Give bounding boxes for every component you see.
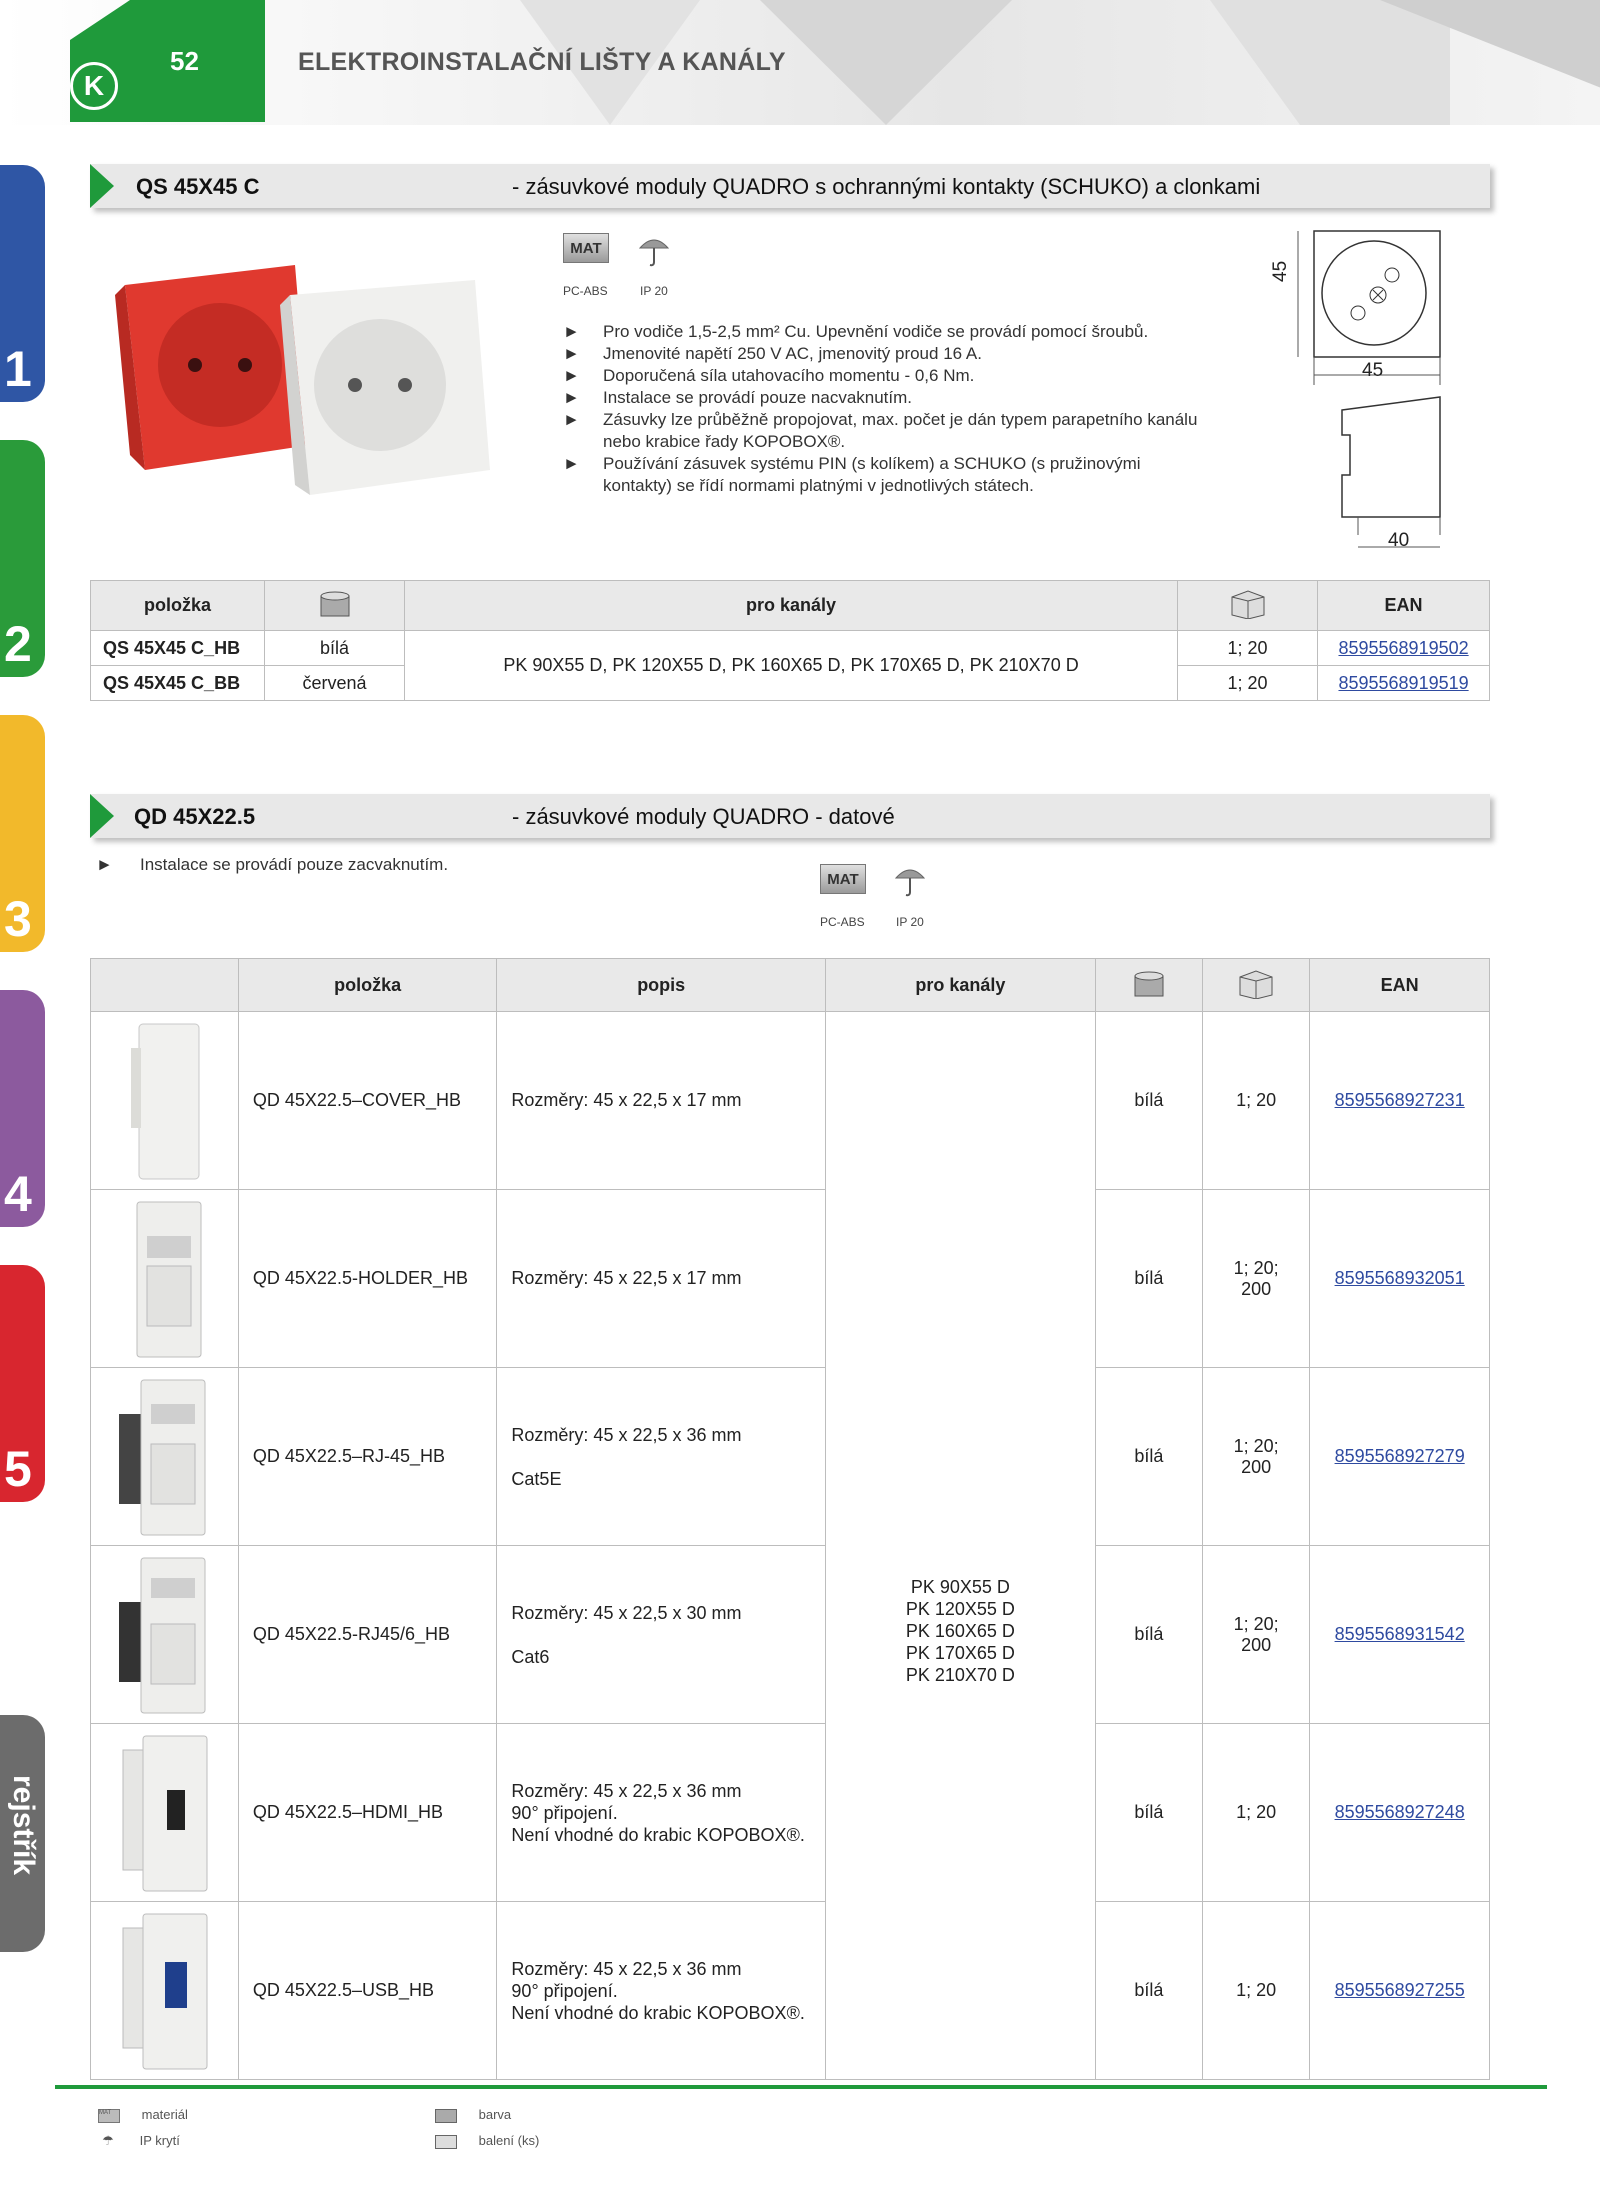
ean-link[interactable]: 8595568927255 <box>1334 1980 1465 2000</box>
cell-desc: Rozměry: 45 x 22,5 x 36 mm 90° připojení. Není vhodné do krabic KOPOBOX®. <box>497 1902 826 2080</box>
rj45-module-image <box>109 1374 219 1539</box>
side-tab-2[interactable]: 2 <box>0 440 45 677</box>
bullet-item: ► Doporučená síla utahovacího momentu - 0,6 Nm. <box>563 366 975 385</box>
table-row <box>91 1190 1490 1368</box>
legend-pack: balení (ks) <box>435 2133 539 2149</box>
bullet-item: ► Jmenovité napětí 250 V AC, jmenovitý proud 16 A. <box>563 344 982 363</box>
section2-note: ► Instalace se provádí pouze zacvaknutím. <box>96 855 449 874</box>
cell-item: QS 45X45 C_BB <box>91 666 265 701</box>
ean-link[interactable]: 8595568927279 <box>1334 1446 1465 1466</box>
cell-item: QS 45X45 C_HB <box>91 631 265 666</box>
section1-code: QS 45X45 C <box>136 174 260 199</box>
rj45-cat6-module-image <box>109 1552 219 1717</box>
ip-umbrella-icon <box>893 858 927 898</box>
legend-ip: ☂ IP krytí <box>98 2133 180 2149</box>
cell-pack: 1; 20; 200 <box>1203 1368 1310 1546</box>
box-icon <box>435 2135 457 2149</box>
cell-desc: Rozměry: 45 x 22,5 x 36 mm Cat5E <box>497 1368 826 1546</box>
table-row <box>91 1368 1490 1546</box>
cell-color: bílá <box>1095 1902 1202 2080</box>
bullet-item: ► Instalace se provádí pouze nacvaknutím. <box>563 388 913 407</box>
header-ean: EAN <box>1318 581 1490 631</box>
holder-module-image <box>119 1196 209 1361</box>
cell-image <box>91 1368 239 1546</box>
cell-item: QD 45X22.5–COVER_HB <box>238 1012 497 1190</box>
cell-color: bílá <box>1095 1012 1202 1190</box>
table-row <box>91 631 1490 666</box>
cell-desc: Rozměry: 45 x 22,5 x 30 mm Cat6 <box>497 1546 826 1724</box>
ean-link[interactable]: 8595568919519 <box>1338 672 1469 693</box>
cell-channels: PK 90X55 D, PK 120X55 D, PK 160X65 D, PK 170X65 D, PK 210X70 D <box>405 631 1178 701</box>
table-row <box>91 1546 1490 1724</box>
header-pack-icon <box>1203 959 1310 1012</box>
socket-module-image <box>115 255 500 505</box>
header-ean: EAN <box>1310 959 1490 1012</box>
header-color-icon <box>1095 959 1202 1012</box>
cell-image <box>91 1724 239 1902</box>
cell-image <box>91 1902 239 2080</box>
header-channels: pro kanály <box>825 959 1095 1012</box>
paint-can-icon <box>435 2109 457 2123</box>
header-item: položka <box>91 581 265 631</box>
cell-pack: 1; 20 <box>1177 631 1317 666</box>
ean-link[interactable]: 8595568931542 <box>1334 1624 1465 1644</box>
ip-umbrella-icon <box>637 228 671 268</box>
cell-channels: PK 90X55 D PK 120X55 D PK 160X65 D PK 170X65 D PK 210X70 D <box>825 1012 1095 2080</box>
bullet-item: ► Pro vodiče 1,5-2,5 mm² Cu. Upevnění vodiče se provádí pomocí šroubů. <box>563 322 1149 341</box>
cell-color: bílá <box>1095 1724 1202 1902</box>
side-tab-5[interactable]: 5 <box>0 1265 45 1502</box>
section2-description: - zásuvkové moduly QUADRO - datové <box>512 804 895 829</box>
dimension-height: 45 <box>1270 260 1291 282</box>
section2-table <box>90 958 1490 2080</box>
cover-module-image <box>119 1018 209 1183</box>
cell-color: červená <box>264 666 404 701</box>
cell-desc: Rozměry: 45 x 22,5 x 17 mm <box>497 1012 826 1190</box>
footer-divider <box>55 2085 1547 2089</box>
material-label: PC-ABS <box>820 915 865 929</box>
section1-table <box>90 580 1490 701</box>
ean-link[interactable]: 8595568919502 <box>1338 637 1469 658</box>
cell-image <box>91 1546 239 1724</box>
company-logo: K <box>70 62 118 110</box>
header-channels: pro kanály <box>405 581 1178 631</box>
section1-bullets <box>563 321 1213 497</box>
usb-module-image <box>109 1908 219 2073</box>
ean-link[interactable]: 8595568927231 <box>1334 1090 1465 1110</box>
cell-pack: 1; 20 <box>1203 1902 1310 2080</box>
ip-label: IP 20 <box>896 915 924 929</box>
cell-color: bílá <box>1095 1190 1202 1368</box>
ean-link[interactable]: 8595568932051 <box>1334 1268 1465 1288</box>
legend-material: MAT materiál <box>99 2107 188 2122</box>
header-item: položka <box>238 959 497 1012</box>
cell-item: QD 45X22.5-RJ45/6_HB <box>238 1546 497 1724</box>
side-tab-4[interactable]: 4 <box>0 990 45 1227</box>
cell-pack: 1; 20; 200 <box>1203 1190 1310 1368</box>
cell-item: QD 45X22.5–RJ-45_HB <box>238 1368 497 1546</box>
cell-pack: 1; 20; 200 <box>1203 1546 1310 1724</box>
table-row <box>91 1012 1490 1190</box>
hdmi-module-image <box>109 1730 219 1895</box>
table-row <box>91 1724 1490 1902</box>
cell-pack: 1; 20 <box>1203 1724 1310 1902</box>
dimension-width: 45 <box>1362 360 1384 381</box>
cell-color: bílá <box>1095 1546 1202 1724</box>
ean-link[interactable]: 8595568927248 <box>1334 1802 1465 1822</box>
cell-color: bílá <box>264 631 404 666</box>
page-title: ELEKTROINSTALAČNÍ LIŠTY A KANÁLY <box>298 48 786 76</box>
legend-color: barva <box>435 2107 511 2123</box>
side-tab-index[interactable]: rejstřík <box>0 1715 45 1952</box>
section1-description: - zásuvkové moduly QUADRO s ochrannými kontakty (SCHUKO) a clonkami <box>512 174 1261 199</box>
material-icon: MAT <box>820 864 866 894</box>
side-tab-3[interactable]: 3 <box>0 715 45 952</box>
material-icon: MAT <box>563 233 609 263</box>
table-row <box>91 1902 1490 2080</box>
header-pack-icon <box>1177 581 1317 631</box>
side-tab-1[interactable]: 1 <box>0 165 45 402</box>
header-color-icon <box>264 581 404 631</box>
cell-pack: 1; 20 <box>1177 666 1317 701</box>
header-image <box>91 959 239 1012</box>
cell-pack: 1; 20 <box>1203 1012 1310 1190</box>
bullet-item: ► Používání zásuvek systému PIN (s kolíkem) a SCHUKO (s pružinovými kontakty) se řídí normami platnými v jednotlivých státech. <box>563 454 1141 495</box>
cell-item: QD 45X22.5–USB_HB <box>238 1902 497 2080</box>
cell-item: QD 45X22.5–HDMI_HB <box>238 1724 497 1902</box>
cell-image <box>91 1012 239 1190</box>
dimension-depth: 40 <box>1388 530 1410 551</box>
material-icon: MAT <box>98 2109 120 2123</box>
section2-code: QD 45X22.5 <box>134 804 256 829</box>
page-number: 52 <box>170 46 199 76</box>
cell-desc: Rozměry: 45 x 22,5 x 36 mm 90° připojení. Není vhodné do krabic KOPOBOX®. <box>497 1724 826 1902</box>
cell-color: bílá <box>1095 1368 1202 1546</box>
header-desc: popis <box>497 959 826 1012</box>
cell-desc: Rozměry: 45 x 22,5 x 17 mm <box>497 1190 826 1368</box>
bullet-item: ► Zásuvky lze průběžně propojovat, max. počet je dán typem parapetního kanálu nebo krabice řady KOPOBOX®. <box>563 410 1198 451</box>
cell-item: QD 45X22.5-HOLDER_HB <box>238 1190 497 1368</box>
ip-label: IP 20 <box>640 284 668 298</box>
umbrella-icon: ☂ <box>102 2133 114 2148</box>
cell-image <box>91 1190 239 1368</box>
material-label: PC-ABS <box>563 284 608 298</box>
